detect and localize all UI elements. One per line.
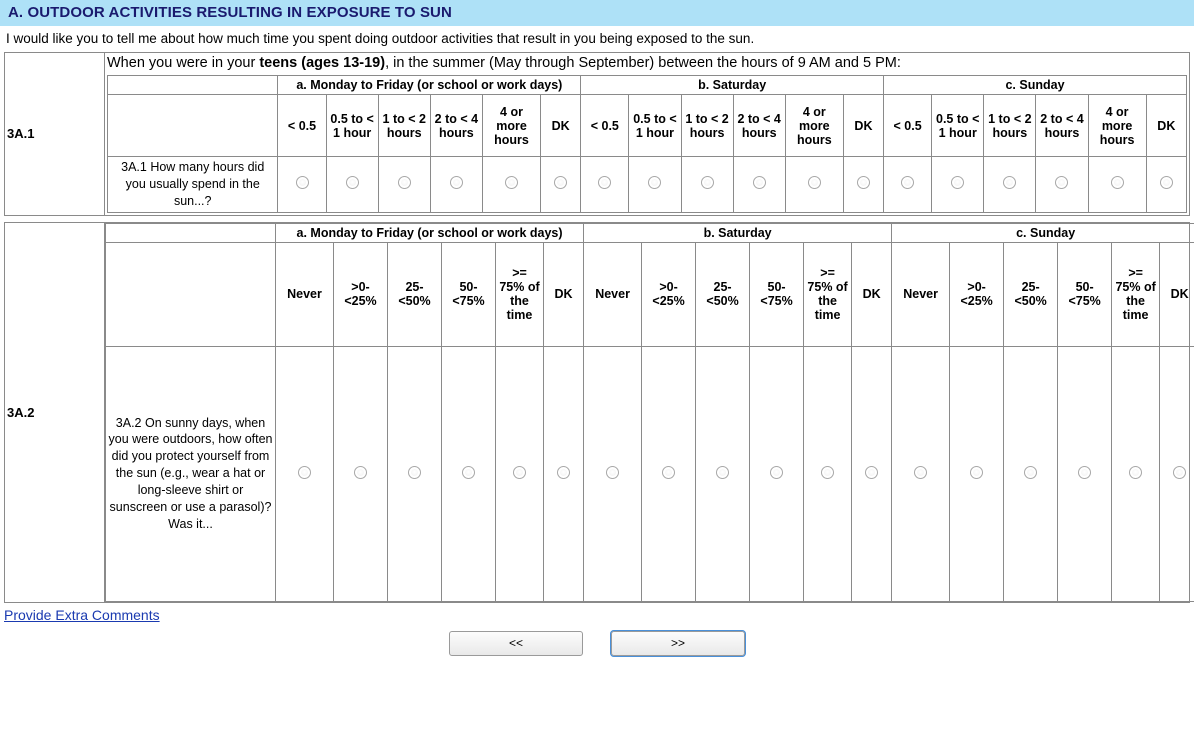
q3a2-cell-c-4[interactable] [1058, 346, 1112, 601]
q3a2-cell-c-6[interactable] [1160, 346, 1194, 601]
q3a1-cell-a-4[interactable] [430, 157, 482, 213]
q3a2-col-c-5: >= 75% of the time [1112, 242, 1160, 346]
provide-extra-comments-link[interactable]: Provide Extra Comments [4, 606, 160, 623]
radio-button[interactable] [701, 176, 714, 189]
radio-button[interactable] [914, 466, 927, 479]
q3a2-cell-c-5[interactable] [1112, 346, 1160, 601]
radio-button[interactable] [513, 466, 526, 479]
radio-button[interactable] [1111, 176, 1124, 189]
q3a1-col-c-4: 2 to < 4 hours [1036, 95, 1088, 157]
radio-button[interactable] [662, 466, 675, 479]
question-3a1-stem [105, 53, 1190, 216]
navigation-bar [0, 631, 1194, 656]
q3a2-col-b-6: DK [852, 242, 892, 346]
radio-button[interactable] [398, 176, 411, 189]
q3a1-cell-a-6[interactable] [541, 157, 581, 213]
radio-button[interactable] [1160, 176, 1173, 189]
grid-corner-blank-2 [108, 95, 278, 157]
q3a2-col-b-2: >0-<25% [642, 242, 696, 346]
radio-button[interactable] [1173, 466, 1186, 479]
radio-button[interactable] [857, 176, 870, 189]
radio-button[interactable] [1055, 176, 1068, 189]
q3a2-cell-b-2[interactable] [642, 346, 696, 601]
q3a1-cell-a-1[interactable] [278, 157, 326, 213]
q3a2-corner-blank-2 [106, 242, 276, 346]
q3a1-col-c-1: < 0.5 [884, 95, 932, 157]
q3a1-col-a-3: 1 to < 2 hours [378, 95, 430, 157]
q3a1-cell-b-6[interactable] [843, 157, 883, 213]
q3a2-col-c-3: 25-<50% [1004, 242, 1058, 346]
q3a2-cell-c-2[interactable] [950, 346, 1004, 601]
radio-button[interactable] [770, 466, 783, 479]
q3a1-col-c-5: 4 or more hours [1088, 95, 1146, 157]
extra-comments-line [0, 603, 1194, 623]
radio-button[interactable] [557, 466, 570, 479]
q3a2-col-a-3: 25-<50% [388, 242, 442, 346]
q3a1-col-b-2: 0.5 to < 1 hour [629, 95, 681, 157]
radio-button[interactable] [606, 466, 619, 479]
radio-button[interactable] [354, 466, 367, 479]
q3a1-cell-a-5[interactable] [482, 157, 540, 213]
q3a2-col-a-6: DK [544, 242, 584, 346]
q3a2-cell-b-3[interactable] [696, 346, 750, 601]
radio-button[interactable] [598, 176, 611, 189]
q3a1-col-b-4: 2 to < 4 hours [733, 95, 785, 157]
q3a2-group-a: a. Monday to Friday (or school or work days) [276, 223, 584, 242]
next-button[interactable]: >> [611, 631, 745, 656]
radio-button[interactable] [296, 176, 309, 189]
q3a1-cell-a-3[interactable] [378, 157, 430, 213]
section-intro: I would like you to tell me about how much time you spent doing outdoor activities that result in you being exposed to the sun. [6, 31, 755, 46]
radio-button[interactable] [865, 466, 878, 479]
q3a2-col-c-1: Never [892, 242, 950, 346]
q3a1-col-a-4: 2 to < 4 hours [430, 95, 482, 157]
q3a1-col-a-1: < 0.5 [278, 95, 326, 157]
q3a2-row-label: 3A.2 On sunny days, when you were outdoors, how often did you protect yourself from the sun (e.g., wear a hat or long-sleeve shirt or sunscreen or use a parasol)? Was it... [106, 346, 276, 601]
q3a1-col-b-3: 1 to < 2 hours [681, 95, 733, 157]
q3a2-col-b-1: Never [584, 242, 642, 346]
q3a1-group-b: b. Saturday [581, 76, 884, 95]
question-3a2-stem [105, 222, 1190, 602]
radio-button[interactable] [1129, 466, 1142, 479]
q3a2-cell-b-1[interactable] [584, 346, 642, 601]
q3a2-col-c-4: 50-<75% [1058, 242, 1112, 346]
radio-button[interactable] [1003, 176, 1016, 189]
q3a2-cell-a-6[interactable] [544, 346, 584, 601]
question-3a1-grid [107, 75, 1187, 213]
radio-button[interactable] [716, 466, 729, 479]
q3a1-col-b-5: 4 or more hours [785, 95, 843, 157]
question-3a1-stem-bold: teens (ages 13-19) [259, 55, 386, 71]
radio-button[interactable] [505, 176, 518, 189]
q3a1-col-a-5: 4 or more hours [482, 95, 540, 157]
q3a2-cell-a-5[interactable] [496, 346, 544, 601]
question-3a2-grid [105, 223, 1194, 602]
q3a2-cell-b-6[interactable] [852, 346, 892, 601]
grid-corner-blank [108, 76, 278, 95]
radio-button[interactable] [648, 176, 661, 189]
q3a2-col-b-3: 25-<50% [696, 242, 750, 346]
q3a2-col-a-5: >= 75% of the time [496, 242, 544, 346]
q3a1-cell-b-5[interactable] [785, 157, 843, 213]
q3a2-col-c-6: DK [1160, 242, 1194, 346]
q3a1-cell-a-2[interactable] [326, 157, 378, 213]
q3a1-cell-c-6[interactable] [1146, 157, 1186, 213]
q3a1-col-b-1: < 0.5 [581, 95, 629, 157]
q3a2-cell-b-5[interactable] [804, 346, 852, 601]
q3a2-cell-a-3[interactable] [388, 346, 442, 601]
section-banner: A. OUTDOOR ACTIVITIES RESULTING IN EXPOSURE TO SUN [0, 0, 1194, 26]
q3a2-cell-a-1[interactable] [276, 346, 334, 601]
radio-button[interactable] [901, 176, 914, 189]
q3a2-col-a-4: 50-<75% [442, 242, 496, 346]
radio-button[interactable] [951, 176, 964, 189]
q3a1-cell-c-1[interactable] [884, 157, 932, 213]
radio-button[interactable] [554, 176, 567, 189]
q3a2-cell-a-4[interactable] [442, 346, 496, 601]
q3a2-col-c-2: >0-<25% [950, 242, 1004, 346]
previous-button[interactable]: << [449, 631, 583, 656]
q3a1-col-a-6: DK [541, 95, 581, 157]
q3a2-col-a-1: Never [276, 242, 334, 346]
radio-button[interactable] [821, 466, 834, 479]
q3a2-group-c: c. Sunday [892, 223, 1194, 242]
radio-button[interactable] [462, 466, 475, 479]
q3a1-cell-b-2[interactable] [629, 157, 681, 213]
q3a2-group-b: b. Saturday [584, 223, 892, 242]
question-3a1-number: 3A.1 [5, 53, 105, 216]
question-3a2-number: 3A.2 [5, 222, 105, 602]
q3a1-cell-c-5[interactable] [1088, 157, 1146, 213]
q3a1-cell-c-4[interactable] [1036, 157, 1088, 213]
q3a1-col-c-2: 0.5 to < 1 hour [932, 95, 984, 157]
q3a1-cell-c-3[interactable] [984, 157, 1036, 213]
q3a1-group-a: a. Monday to Friday (or school or work days) [278, 76, 581, 95]
radio-button[interactable] [808, 176, 821, 189]
q3a1-row-label: 3A.1 How many hours did you usually spend in the sun...? [108, 157, 278, 213]
q3a2-cell-a-2[interactable] [334, 346, 388, 601]
q3a2-corner-blank [106, 223, 276, 242]
q3a2-col-a-2: >0-<25% [334, 242, 388, 346]
radio-button[interactable] [450, 176, 463, 189]
radio-button[interactable] [753, 176, 766, 189]
q3a2-cell-b-4[interactable] [750, 346, 804, 601]
q3a2-cell-c-1[interactable] [892, 346, 950, 601]
radio-button[interactable] [298, 466, 311, 479]
q3a1-cell-b-4[interactable] [733, 157, 785, 213]
q3a2-cell-c-3[interactable] [1004, 346, 1058, 601]
question-3a1-table [4, 52, 1190, 216]
radio-button[interactable] [346, 176, 359, 189]
q3a1-col-a-2: 0.5 to < 1 hour [326, 95, 378, 157]
question-3a1-stem-pre: When you were in your [107, 55, 260, 71]
q3a1-col-b-6: DK [843, 95, 883, 157]
q3a1-cell-b-1[interactable] [581, 157, 629, 213]
q3a1-cell-b-3[interactable] [681, 157, 733, 213]
q3a2-col-b-5: >= 75% of the time [804, 242, 852, 346]
q3a1-group-c: c. Sunday [884, 76, 1187, 95]
q3a1-col-c-6: DK [1146, 95, 1186, 157]
radio-button[interactable] [1078, 466, 1091, 479]
q3a1-col-c-3: 1 to < 2 hours [984, 95, 1036, 157]
q3a1-cell-c-2[interactable] [932, 157, 984, 213]
q3a2-col-b-4: 50-<75% [750, 242, 804, 346]
question-3a1-stem-post: , in the summer (May through September) between the hours of 9 AM and 5 PM: [385, 55, 901, 71]
radio-button[interactable] [1024, 466, 1037, 479]
radio-button[interactable] [970, 466, 983, 479]
radio-button[interactable] [408, 466, 421, 479]
question-3a2-table [4, 222, 1190, 603]
